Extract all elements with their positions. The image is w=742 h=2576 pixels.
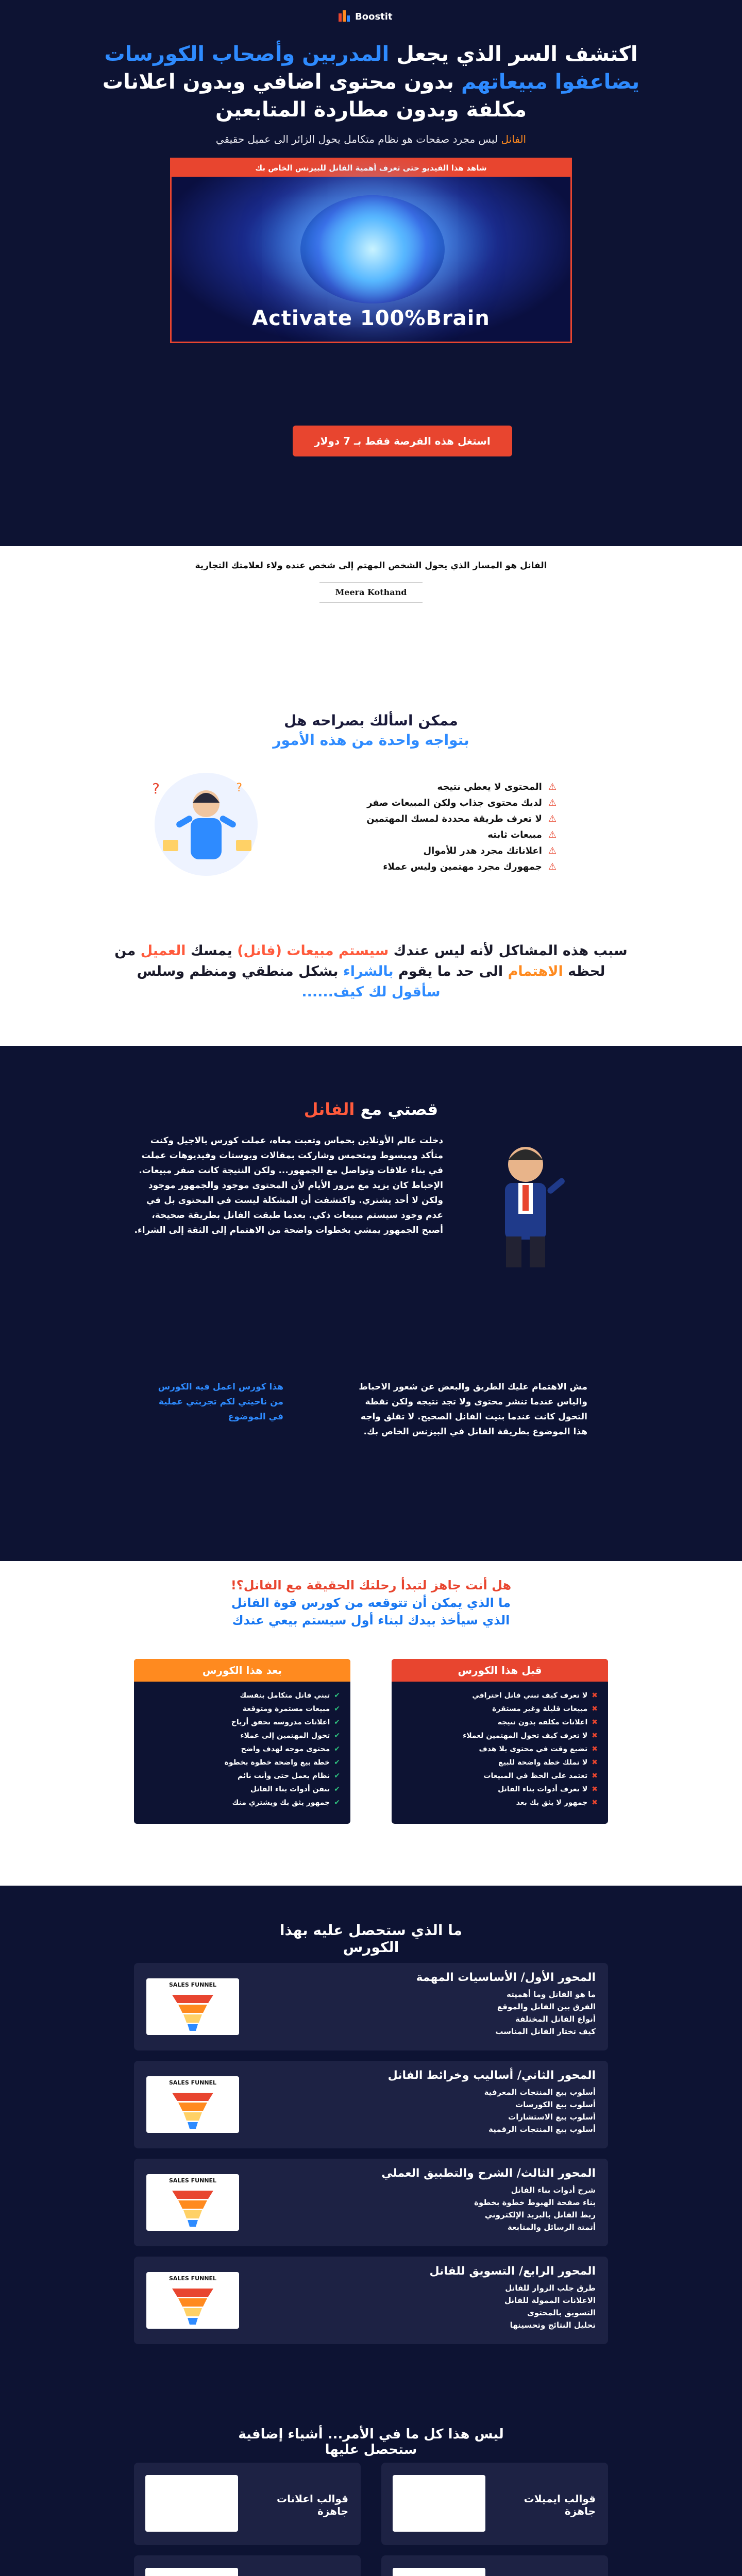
module-card (134, 2061, 608, 2148)
cross-icon: ✖ (592, 1732, 598, 1740)
hero-subtitle-highlight: الفانل (501, 133, 527, 145)
before-list (402, 1689, 598, 1809)
list-item (402, 1689, 598, 1702)
list-item (144, 1769, 340, 1783)
list-item (402, 1716, 598, 1729)
list-item: الفرق بين الفانل والموقع (497, 2002, 596, 2011)
list-item (144, 1702, 340, 1716)
cross-icon: ✖ (592, 1772, 598, 1780)
video-banner: شاهد هذا الفيديو حتى تعرف أهمية الفانل للبيزنس الخاص بك (172, 159, 570, 177)
list-item: كيف تختار الفانل المناسب (495, 2027, 596, 2036)
list-item (402, 1729, 598, 1742)
list-item (402, 1783, 598, 1796)
before-text: لا تملك خطة واضحة للبيع (498, 1758, 588, 1767)
story-title-a: قصتي مع (355, 1099, 439, 1119)
after-text: محتوى موجه لهدف واضح (241, 1745, 330, 1753)
module-list (328, 2086, 596, 2136)
list-item (289, 827, 556, 843)
warning-icon: ⚠ (548, 829, 556, 840)
story-text: دخلت عالم الأونلاين بحماس وتعبت معاه، عملت كورس بالاجيل وكنت متأكد ومبسوط ومتحمس وشاركت بمقالات وبوستات وفيديوهات عملت في بناء علاقات وتواصل مع الجمهور... ولكن النتيجة كانت صفر مبيعات. الإحباط كان يزيد مع مرور الأيام لأن المحتوى موجود والجمهور موجود ولكن لا أحد يشتري. واكتشفت أن المشكلة ليست في المحتوى بل في عدم وجود سيستم مبيعات ذكي. بعدما طبقت الفانل بطريقة صحيحة، أصبح الجمهور يمشي بخطوات واضحة من الاهتمام إلى الثقة إلى الشراء. (134, 1136, 443, 1235)
list-item: أتمتة الرسائل والمتابعة (507, 2223, 596, 2232)
bonus-card (134, 2555, 361, 2576)
bonus-title: ليس هذا كل ما في الأمر... أشياء إضافية ستحصل عليها (238, 2427, 504, 2458)
summary-part: سيستم مبيعات (فانل) (237, 943, 389, 959)
problem-text: جمهورك مجرد مهتمين وليس عملاء (383, 861, 542, 872)
story-title (268, 1099, 474, 1119)
check-icon: ✔ (334, 1799, 340, 1807)
before-text: مبيعات قليلة وغير مستقرة (492, 1705, 588, 1713)
confused-person-illustration (144, 762, 268, 886)
summary-part: الى حد ما يقوم (393, 963, 508, 979)
list-item: ربط الفانل بالبريد الإلكتروني (484, 2210, 596, 2219)
module-title: المحور الثالث/ الشرح والتطبيق العملي (381, 2167, 596, 2180)
hero-title (93, 40, 649, 124)
check-icon: ✔ (334, 1785, 340, 1793)
after-text: خطة بيع واضحة خطوة بخطوة (224, 1758, 330, 1767)
warning-icon: ⚠ (548, 798, 556, 808)
summary-part: الاهتمام (508, 963, 563, 979)
problems-title-line1: ممكن اسألك بصراحه هل (284, 712, 458, 729)
list-item (144, 1756, 340, 1769)
funnel-icon (172, 2191, 213, 2227)
list-item: أسلوب بيع المنتجات الرقمية (488, 2125, 596, 2134)
problem-text: المحتوى لا يعطي نتيجه (437, 782, 542, 792)
summary-part: سبب هذه المشاكل لأنه ليس عندك (389, 943, 628, 959)
cross-icon: ✖ (592, 1785, 598, 1793)
course-title: ما الذي ستحصل عليه بهذا الكورس (279, 1922, 463, 1956)
cross-icon: ✖ (592, 1745, 598, 1753)
funnel-label: SALES FUNNEL (168, 2177, 217, 2184)
compare-title-main: هل أنت جاهز لتبدأ رحلتك الحقيقة مع الفانل؟! (230, 1578, 512, 1592)
after-text: نظام يعمل حتى وأنت نائم (238, 1772, 330, 1780)
cross-icon: ✖ (592, 1799, 598, 1807)
list-item: شرح أدوات بناء الفانل (511, 2185, 596, 2195)
story-right-text: هذا كورس اعمل فيه الكورس من ناحيتي لكم تجربتي عملية في الموضوع (158, 1382, 283, 1422)
svg-text:?: ? (152, 780, 160, 797)
compare-section (0, 1561, 742, 1886)
quote-section (0, 546, 742, 623)
after-list (144, 1689, 340, 1809)
check-icon: ✔ (334, 1718, 340, 1726)
list-item: التسويق بالمحتوى (527, 2308, 596, 2317)
list-item: ما هو الفانل وما أهميته (506, 1990, 596, 1999)
funnel-icon (172, 2093, 213, 2129)
problems-title (216, 711, 526, 750)
brain-illustration (300, 195, 445, 303)
funnel-label: SALES FUNNEL (168, 2079, 217, 2086)
hero-cta-button[interactable]: استغل هذه الفرصة فقط بـ 7 دولار (293, 426, 512, 456)
summary-part: بالشراء (343, 963, 394, 979)
module-title: المحور الأول/ الأساسيات المهمة (416, 1971, 596, 1984)
problems-title-line2: بتواجه واحدة من هذه الأمور (273, 732, 469, 749)
funnel-label: SALES FUNNEL (168, 2275, 217, 2282)
module-title: المحور الثاني/ أساليب وخرائط الفانل (387, 2069, 596, 2082)
list-item: أسلوب بيع الاستشارات (508, 2112, 596, 2122)
summary-part: العميل (140, 943, 186, 959)
hero-subtitle-rest: ليس مجرد صفحات هو نظام متكامل يحول الزائر الى عميل حقيقي (215, 133, 501, 145)
cross-icon: ✖ (592, 1718, 598, 1726)
list-item (144, 1689, 340, 1702)
list-item: أسلوب بيع المنتجات المعرفية (484, 2088, 596, 2097)
list-item (289, 795, 556, 811)
list-item: الاعلانات الممولة للفانل (504, 2296, 596, 2305)
bonus-image (145, 2475, 238, 2532)
story-section (0, 1046, 742, 1561)
warning-icon: ⚠ (548, 782, 556, 792)
hero-subtitle (165, 133, 577, 145)
summary-part: يمسك (185, 943, 238, 959)
module-card (134, 2257, 608, 2344)
hero-section (0, 0, 742, 546)
sales-funnel-image (146, 2174, 239, 2231)
after-card-title: بعد هذا الكورس (134, 1659, 350, 1682)
check-icon: ✔ (334, 1745, 340, 1753)
list-item: بناء صفحة الهبوط خطوة بخطوة (474, 2198, 596, 2207)
bonus-image (145, 2568, 238, 2576)
list-item (402, 1756, 598, 1769)
warning-icon: ⚠ (548, 861, 556, 872)
before-card-title: قبل هذا الكورس (392, 1659, 608, 1682)
instructor-illustration (474, 1133, 577, 1267)
before-text: جمهور لا يثق بك بعد (516, 1799, 588, 1807)
before-text: تضيع وقت في محتوى بلا هدف (479, 1745, 588, 1753)
before-card (392, 1659, 608, 1824)
bonus-card-title: قوالب ايميلات جاهزة (524, 2493, 596, 2517)
list-item (402, 1742, 598, 1756)
list-item (144, 1716, 340, 1729)
list-item (144, 1796, 340, 1809)
check-icon: ✔ (334, 1732, 340, 1740)
after-text: تحول المهتمين إلى عملاء (240, 1732, 330, 1740)
funnel-icon (172, 1995, 213, 2031)
check-icon: ✔ (334, 1705, 340, 1713)
module-list (328, 2184, 596, 2233)
after-card (134, 1659, 350, 1824)
hero-video[interactable] (170, 158, 572, 343)
bonus-card (381, 2463, 608, 2545)
module-list (328, 1988, 596, 2038)
list-item (402, 1796, 598, 1809)
list-item (402, 1769, 598, 1783)
list-item (289, 779, 556, 795)
hero-title-highlight: المدربين وأصحاب الكورسات يضاعفوا مبيعاتهم (104, 42, 640, 94)
hero-title-part1: اكتشف السر الذي يجعل (389, 42, 638, 66)
list-item (144, 1783, 340, 1796)
list-item: طرق جلب الزوار للفانل (505, 2283, 596, 2293)
cross-icon: ✖ (592, 1758, 598, 1767)
cross-icon: ✖ (592, 1705, 598, 1713)
list-item (289, 843, 556, 859)
list-item (402, 1702, 598, 1716)
cross-icon: ✖ (592, 1691, 598, 1700)
list-item: أنواع الفانل المختلفة (515, 2014, 596, 2024)
bonus-card-title: قوالب اعلانات جاهزة (277, 2493, 348, 2517)
story-title-b: الفانل (303, 1099, 355, 1119)
problems-section (0, 623, 742, 1046)
svg-text:?: ? (236, 782, 242, 794)
bonus-image (393, 2475, 485, 2532)
brand-logo[interactable] (338, 8, 404, 26)
course-section (0, 1886, 742, 2427)
after-text: اعلانات مدروسة تحقق أرباح (231, 1718, 330, 1726)
problem-text: مبيعات ثابته (487, 829, 542, 840)
problem-text: لديك محتوى جذاب ولكن المبيعات صفر (367, 798, 542, 808)
problem-text: اعلاناتك مجرد هدر للأموال (423, 845, 542, 856)
compare-title (216, 1577, 526, 1629)
list-item (289, 859, 556, 875)
summary-part: بشكل منطقي ومنظم وسلس (137, 963, 343, 979)
before-text: تعتمد على الحظ في المبيعات (483, 1772, 588, 1780)
list-item (144, 1729, 340, 1742)
bonus-card (134, 2463, 361, 2545)
brand-logo-text: Boostit (355, 11, 393, 22)
bonus-image (393, 2568, 485, 2576)
module-title: المحور الرابع/ التسويق للفانل (429, 2265, 596, 2278)
after-text: تتقن أدوات بناء الفانل (250, 1785, 330, 1793)
quote-text: الفانل هو المسار الذي يحول الشخص المهتم إلى شخص عنده ولاء لعلامتك التجارية (195, 561, 547, 571)
quote-author: Meera Kothand (335, 587, 407, 597)
funnel-icon (172, 2289, 213, 2325)
summary-part: سأقول لك كيف...... (301, 984, 441, 1000)
warning-icon: ⚠ (548, 845, 556, 856)
sales-funnel-image (146, 2076, 239, 2133)
problems-list (289, 779, 556, 875)
warning-icon: ⚠ (548, 814, 556, 824)
sales-funnel-image (146, 1978, 239, 2035)
list-item (289, 811, 556, 827)
problem-text: لا تعرف طريقة محددة لمسك المهتمين (366, 814, 542, 824)
list-item: أسلوب بيع الكورسات (515, 2100, 596, 2109)
before-text: لا تعرف أدوات بناء الفانل (498, 1785, 588, 1793)
sales-funnel-image (146, 2272, 239, 2329)
hero-title-part2: بدون محتوى اضافي وبدون اعلانات مكلفة وبدون مطاردة المتابعين (102, 70, 527, 122)
check-icon: ✔ (334, 1691, 340, 1700)
before-text: لا تعرف كيف تبني فانل احترافي (472, 1691, 588, 1700)
check-icon: ✔ (334, 1758, 340, 1767)
problems-summary (113, 941, 629, 1003)
bonus-section (0, 2427, 742, 2576)
module-list (328, 2282, 596, 2331)
summary-part: من لحظه (114, 943, 605, 979)
check-icon: ✔ (334, 1772, 340, 1780)
after-text: مبيعات مستمرة ومتوقعة (242, 1705, 330, 1713)
funnel-label: SALES FUNNEL (168, 1981, 217, 1988)
before-text: اعلانات مكلفة بدون نتيجة (497, 1718, 588, 1726)
after-text: جمهور يثق بك ويشتري منك (232, 1799, 330, 1807)
list-item (144, 1742, 340, 1756)
story-left-text: مش الاهتمام عليك الطريق والبعض عن شعور الاحباط والياس عندما تنشر محتوى ولا تجد نتيجه ولكن نقطة التحول كانت عندما بنيت الفانل الصحيح. لا تقلق واجه هذا الموضوع بطريقة الفانل في البيزنس الخاص بك. (359, 1382, 587, 1437)
bonus-card (381, 2555, 608, 2576)
after-text: تبني فانل متكامل بنفسك (240, 1691, 330, 1700)
module-card (134, 1963, 608, 2050)
module-card (134, 2159, 608, 2246)
list-item: تحليل النتائج وتحسينها (510, 2320, 596, 2330)
before-text: لا تعرف كيف تحول المهتمين لعملاء (463, 1732, 588, 1740)
compare-subtitle: ما الذي يمكن أن تتوقعه من كورس قوة الفانل الذي سيأخذ بيدك لبناء أول سيستم بيعي عندك (231, 1596, 511, 1628)
video-caption: Activate 100%Brain (252, 307, 490, 330)
